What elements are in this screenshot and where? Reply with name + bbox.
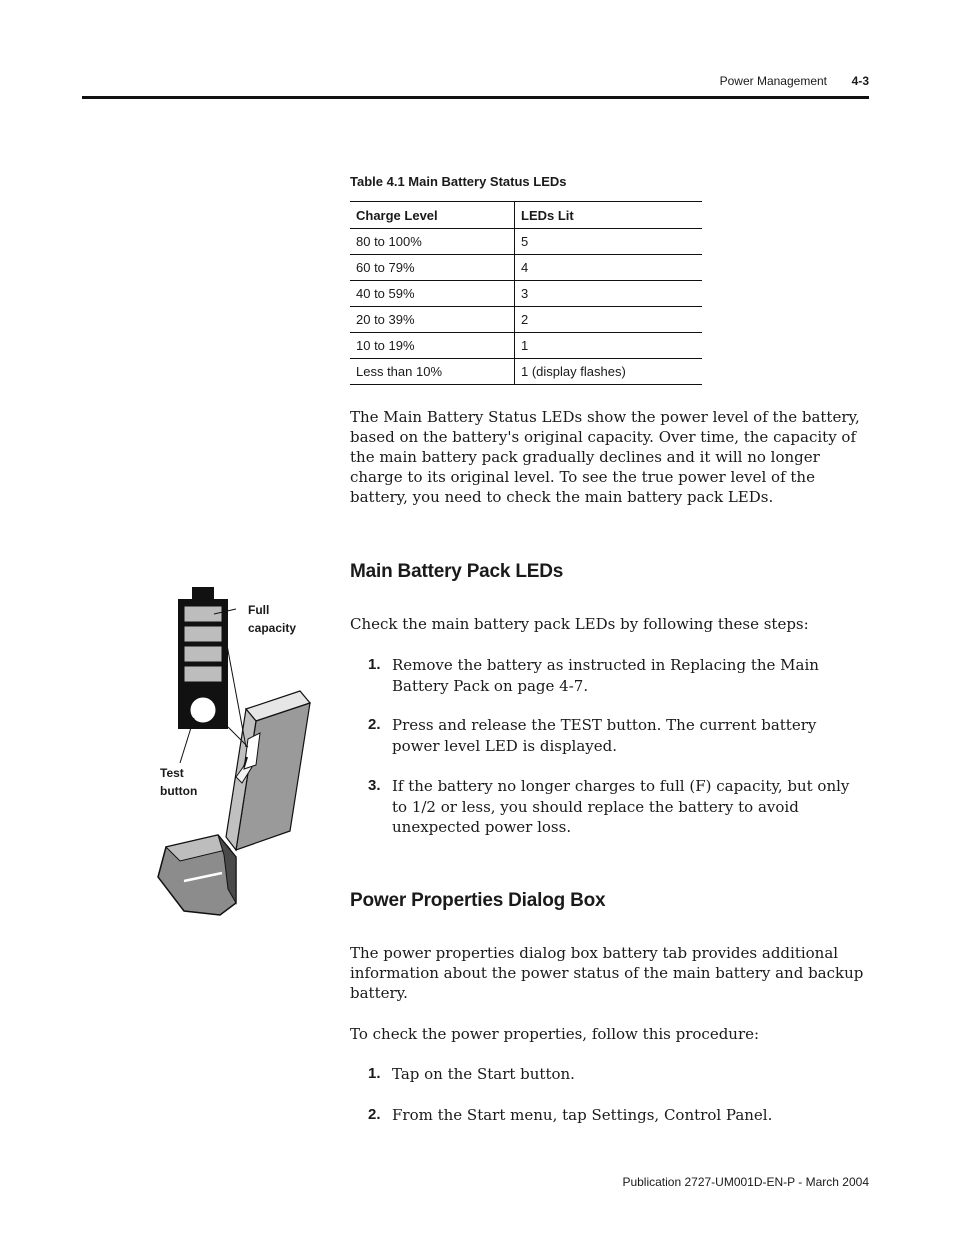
charge-level-cell: 40 to 59% [350, 281, 515, 307]
table-header-row [350, 202, 702, 229]
section-heading-main-battery-pack-leds: Main Battery Pack LEDs [350, 561, 564, 582]
leds-lit-cell: 3 [515, 281, 703, 307]
step-number: 2. [368, 1106, 381, 1123]
table-row [350, 307, 702, 333]
step-number: 1. [368, 1065, 381, 1082]
led-segment-icon [184, 666, 222, 682]
step-number: 3. [368, 777, 381, 794]
step-item [368, 1064, 868, 1085]
step-number: 1. [368, 656, 381, 673]
step-item [368, 1105, 868, 1126]
intro-paragraph: The Main Battery Status LEDs show the power level of the battery, based on the battery's original capacity. Over time, the capacity of the main battery pack gradually declines and it will no longer charge to its original level. To see the true power level of the battery, you need to check the main battery pack LEDs. [350, 408, 860, 506]
header-page-number: 4-3 [851, 74, 869, 88]
table-row [350, 281, 702, 307]
table-row [350, 333, 702, 359]
step-text: From the Start menu, tap Settings, Control Panel. [392, 1106, 773, 1124]
column-header-charge-level: Charge Level [350, 202, 515, 229]
charge-level-cell: Less than 10% [350, 359, 515, 385]
charge-level-cell: 20 to 39% [350, 307, 515, 333]
step-item [368, 715, 868, 756]
battery-end-cap [158, 835, 236, 915]
table-row [350, 229, 702, 255]
battery-status-table [350, 201, 702, 385]
leds-lit-cell: 2 [515, 307, 703, 333]
leds-lit-cell: 1 [515, 333, 703, 359]
power-properties-paragraph: The power properties dialog box battery tab provides additional information about the power status of the main battery and backup battery. [350, 944, 864, 1002]
header-rule [82, 96, 869, 99]
running-header [82, 74, 869, 92]
step-text: Press and release the TEST button. The current battery power level LED is displayed. [392, 716, 817, 755]
table-row [350, 359, 702, 385]
figure-label-full-capacity: Full capacity [248, 603, 297, 635]
procedure-lead-paragraph: To check the power properties, follow this procedure: [350, 1025, 760, 1043]
charge-level-cell: 60 to 79% [350, 255, 515, 281]
battery-card-body [226, 691, 310, 850]
figure-label-test-button: Test button [160, 766, 198, 798]
step-text: If the battery no longer charges to full (F) capacity, but only to 1/2 or less, you should replace the battery to avoid unexpected power loss. [392, 777, 850, 836]
led-indicator-plate [178, 587, 228, 729]
step-number: 2. [368, 716, 381, 733]
column-header-leds-lit: LEDs Lit [515, 202, 703, 229]
leds-lit-cell: 1 (display flashes) [515, 359, 703, 385]
step-item [368, 655, 868, 696]
step-text: Remove the battery as instructed in Replacing the Main Battery Pack on page 4-7. [392, 656, 819, 695]
table-row [350, 255, 702, 281]
charge-level-cell: 10 to 19% [350, 333, 515, 359]
charge-level-cell: 80 to 100% [350, 229, 515, 255]
steps-lead-paragraph: Check the main battery pack LEDs by following these steps: [350, 615, 809, 633]
led-segment-icon [184, 626, 222, 642]
leds-lit-cell: 4 [515, 255, 703, 281]
led-segment-icon [184, 646, 222, 662]
step-item [368, 776, 868, 838]
leds-lit-cell: 5 [515, 229, 703, 255]
header-section-title: Power Management [719, 74, 827, 88]
led-segment-icon [184, 606, 222, 622]
publication-footer: Publication 2727-UM001D-EN-P - March 2004 [622, 1175, 869, 1189]
section-heading-power-properties: Power Properties Dialog Box [350, 890, 606, 911]
table-caption: Table 4.1 Main Battery Status LEDs [350, 174, 567, 189]
step-text: Tap on the Start button. [392, 1065, 575, 1083]
